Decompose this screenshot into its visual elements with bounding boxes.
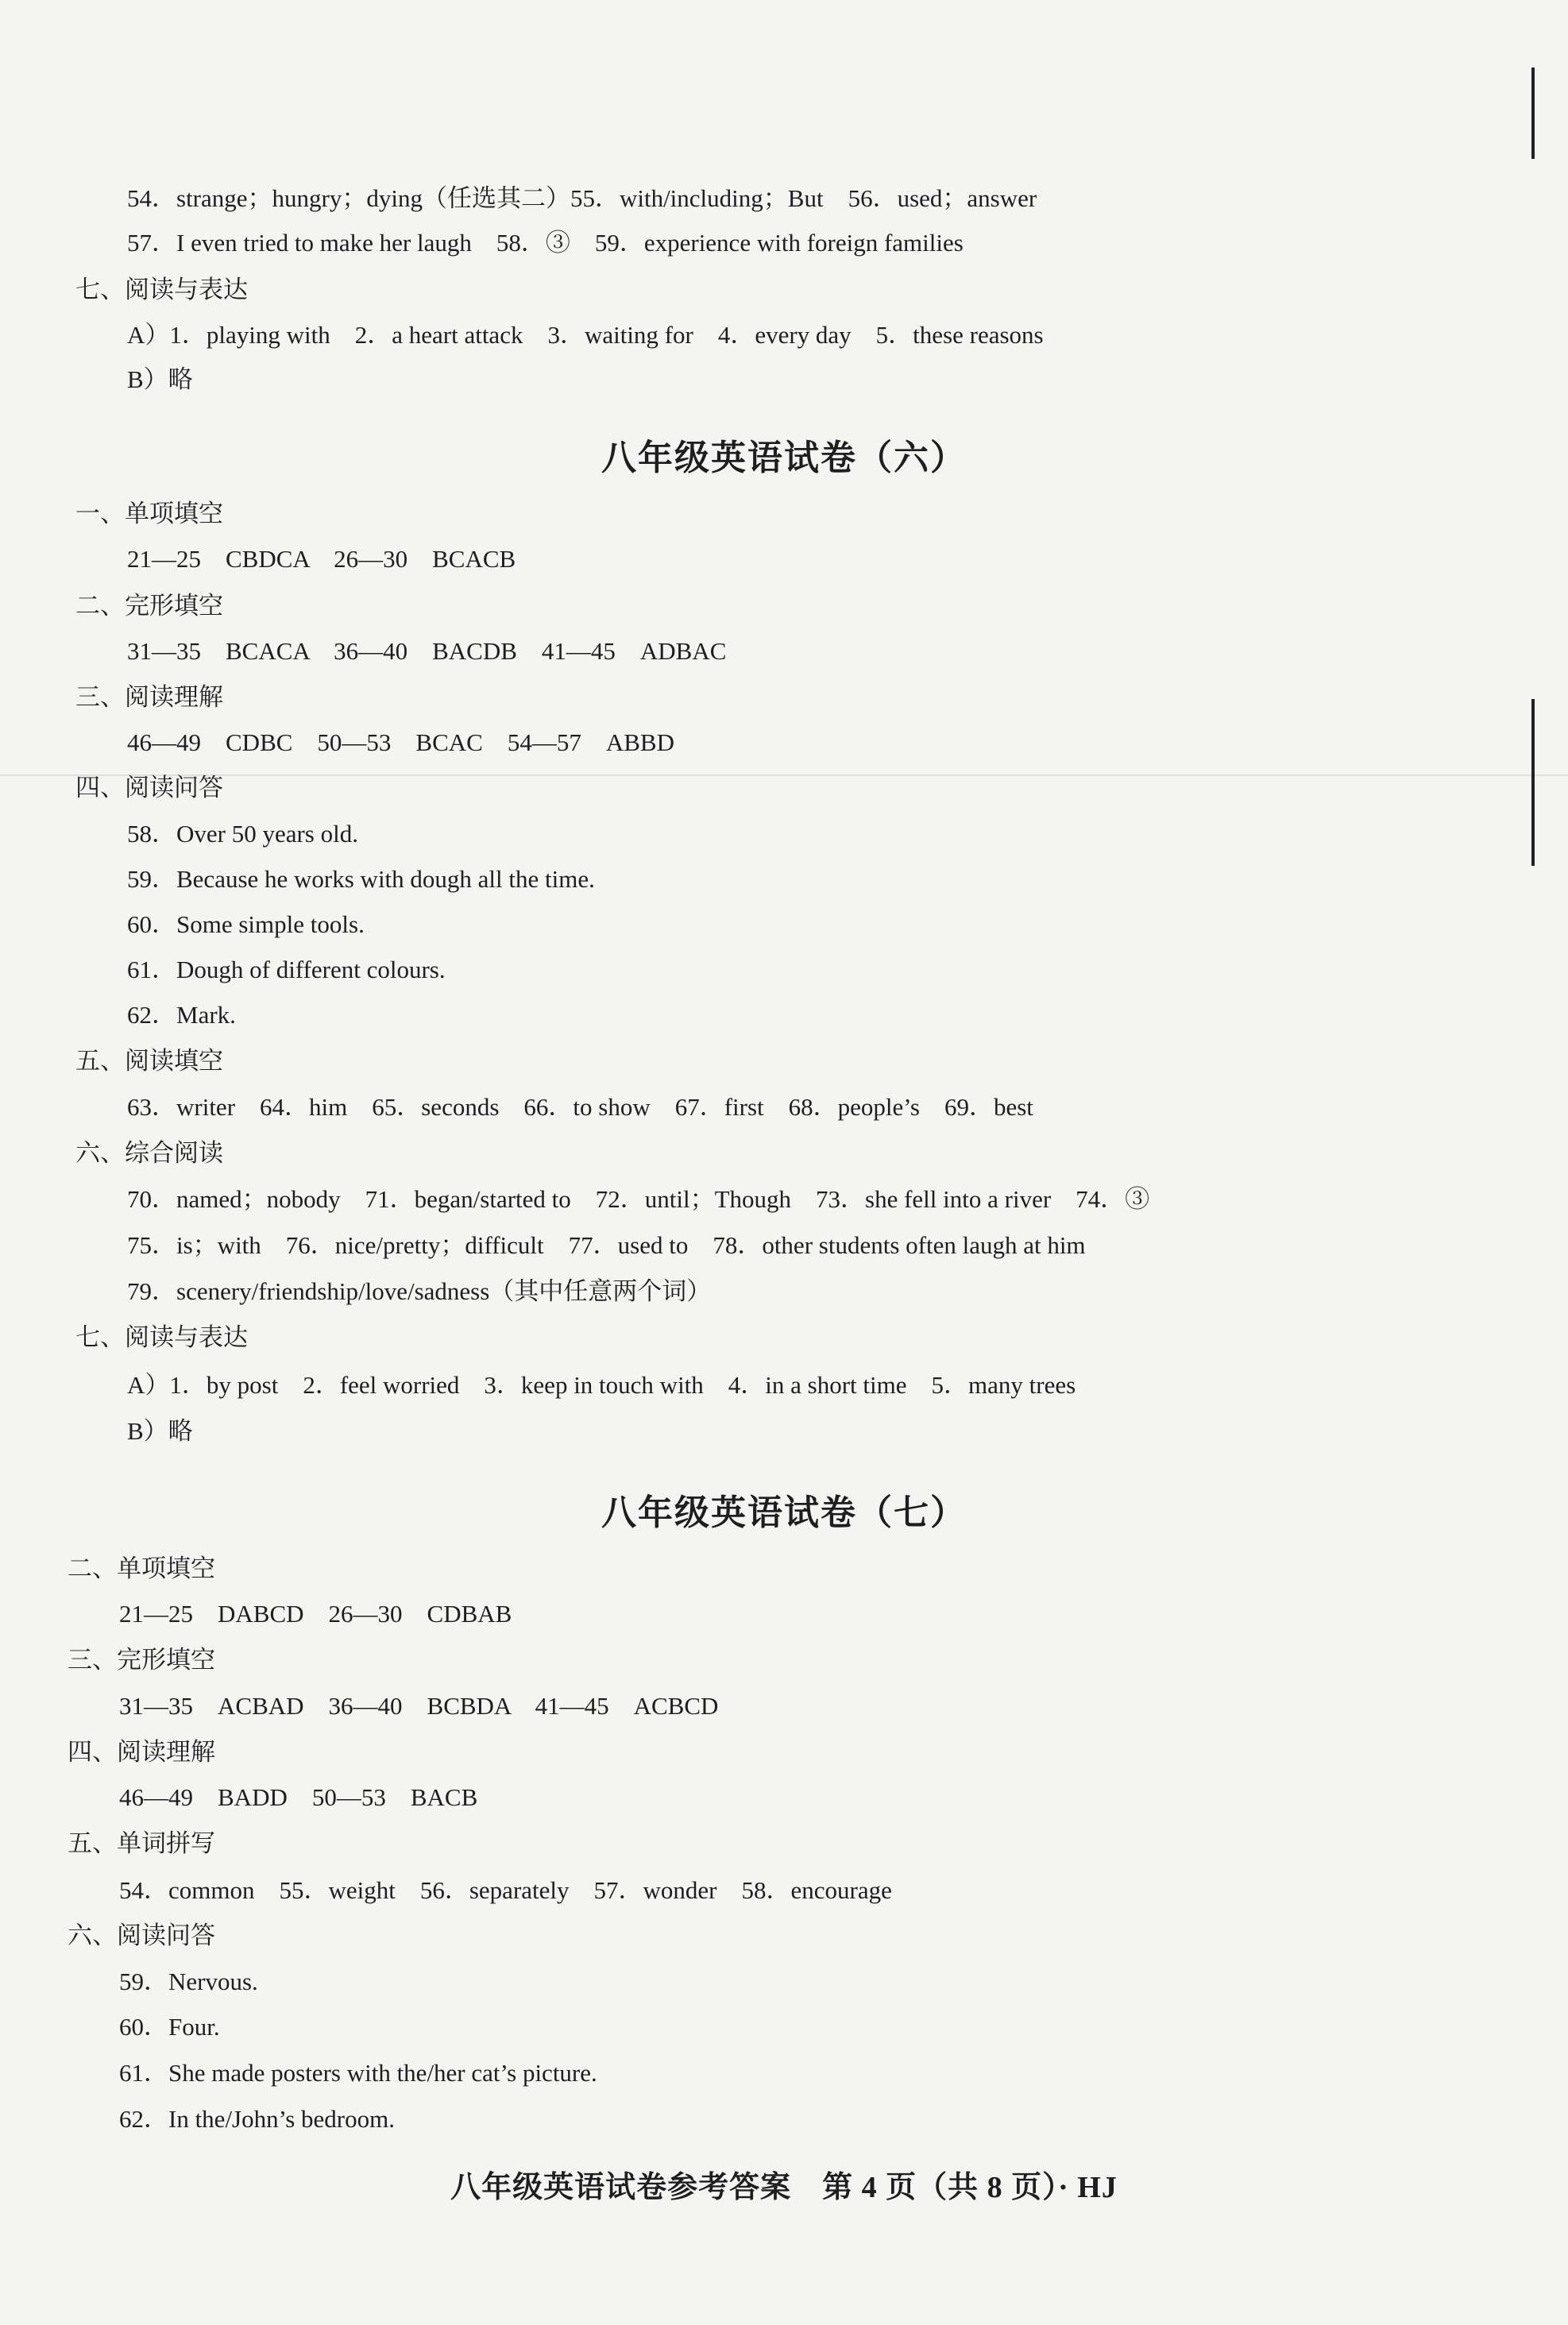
answer-line: 21—25 DABCD 26—30 CDBAB [119,1600,512,1628]
page-fold-line [0,774,1568,776]
section-title: 八年级英语试卷（六） [601,438,967,477]
answer-line: 75．is；with 76．nice/pretty；difficult 77．used to 78．other students often laugh at him [127,1231,1086,1259]
section-heading: 二、完形填空 [75,592,223,620]
answer-line: 58．Over 50 years old. [127,820,358,848]
section-heading: 二、单项填空 [68,1555,215,1582]
section-heading: 六、阅读问答 [68,1921,215,1949]
answer-line: 63．writer 64．him 65．seconds 66．to show 67．first 68．people’s 69．best [127,1093,1033,1121]
answer-line: 54．common 55．weight 56．separately 57．wonder 58．encourage [119,1876,892,1904]
answer-line: 31—35 BCACA 36—40 BACDB 41—45 ADBAC [127,637,727,665]
answer-line: 57．I even tried to make her laugh 58．③ 59．experience with foreign families [127,229,964,257]
answer-line: A）1．by post 2．feel worried 3．keep in touch with 4．in a short time 5．many trees [127,1371,1076,1399]
answer-line: 62．Mark. [127,1001,236,1029]
answer-line: 62．In the/John’s bedroom. [119,2105,395,2133]
answer-line: 70．named；nobody 71．began/started to 72．until；Though 73．she fell into a river 74．③ [127,1185,1150,1213]
section-heading: 七、阅读与表达 [75,276,248,303]
margin-mark [1531,68,1535,159]
answer-line: 61．Dough of different colours. [127,956,446,983]
answer-line: A）1．playing with 2．a heart attack 3．waiting for 4．every day 5．these reasons [127,321,1044,349]
section-title: 八年级英语试卷（七） [601,1493,967,1532]
answer-line: 60．Four. [119,2013,220,2041]
section-heading: 三、阅读理解 [75,683,223,711]
answer-line: 79．scenery/friendship/love/sadness（其中任意两个词） [127,1277,712,1305]
answer-line: 59．Because he works with dough all the time. [127,865,595,893]
answer-line: 46—49 CDBC 50—53 BCAC 54—57 ABBD [127,728,674,756]
section-heading: 四、阅读理解 [68,1738,215,1766]
answer-line: 59．Nervous. [119,1968,258,1995]
answer-line: 61．She made posters with the/her cat’s picture. [119,2059,597,2087]
answer-line: 54．strange；hungry；dying（任选其二）55．with/including；But 56．used；answer [127,184,1037,212]
section-heading: 一、单项填空 [75,500,223,527]
answer-line: 31—35 ACBAD 36—40 BCBDA 41—45 ACBCD [119,1692,719,1720]
section-heading: 三、完形填空 [68,1646,215,1674]
margin-mark [1531,699,1535,866]
section-heading: 四、阅读问答 [75,774,223,801]
section-heading: 六、综合阅读 [75,1139,223,1167]
page-footer: 八年级英语试卷参考答案 第 4 页（共 8 页）· HJ [450,2171,1118,2204]
answer-line: 46—49 BADD 50—53 BACB [119,1783,478,1811]
section-heading: 五、单词拼写 [68,1829,215,1857]
answer-line: B）略 [127,1417,193,1445]
answer-line: B）略 [127,365,193,393]
answer-line: 60．Some simple tools. [127,910,365,938]
section-heading: 七、阅读与表达 [75,1323,248,1351]
answer-line: 21—25 CBDCA 26—30 BCACB [127,545,516,573]
section-heading: 五、阅读填空 [75,1047,223,1075]
